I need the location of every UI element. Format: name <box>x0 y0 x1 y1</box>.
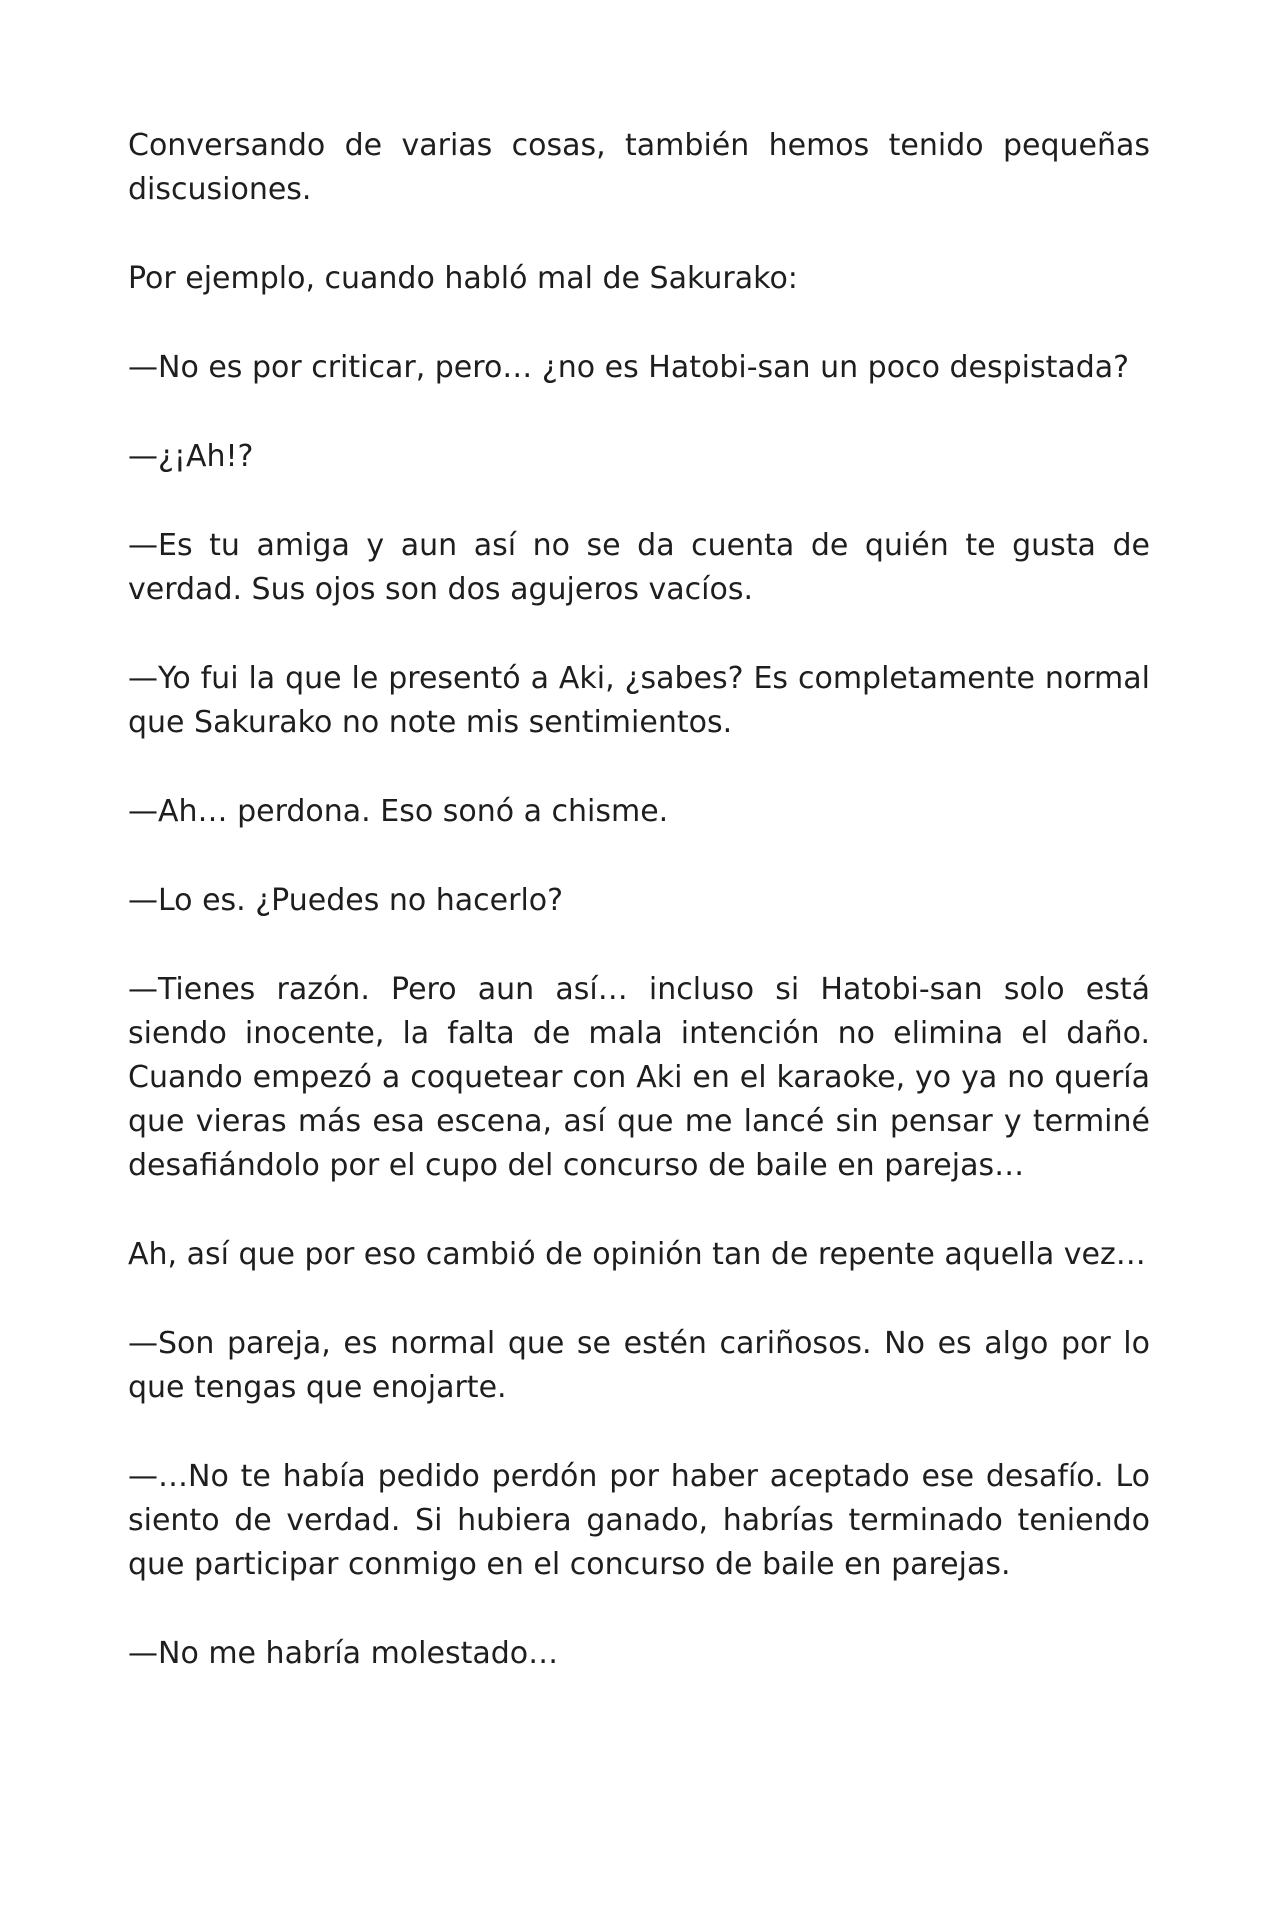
paragraph-6: —Yo fui la que le presentó a Aki, ¿sabes? Es completamente normal que Sakurako no note mis sentimientos. <box>128 661 1150 740</box>
paragraph-4: —¿¡Ah!? <box>128 439 254 474</box>
paragraph-12: —…No te había pedido perdón por haber aceptado ese desafío. Lo siento de verdad. Si hubiera ganado, habrías terminado teniendo que participar conmigo en el concurso de baile en parejas. <box>128 1459 1150 1582</box>
paragraph-7: —Ah… perdona. Eso sonó a chisme. <box>128 794 669 829</box>
paragraph-10: Ah, así que por eso cambió de opinión tan de repente aquella vez… <box>128 1237 1146 1272</box>
paragraph-8: —Lo es. ¿Puedes no hacerlo? <box>128 883 564 918</box>
paragraph-9: —Tienes razón. Pero aun así… incluso si Hatobi-san solo está siendo inocente, la falta de mala intención no elimina el daño. Cuando empezó a coquetear con Aki en el karaoke, yo ya no quería que vieras más esa escena, así que me lancé sin pensar y terminé desafiándolo por el cupo del concurso de baile en parejas… <box>128 972 1150 1183</box>
paragraph-1: Conversando de varias cosas, también hemos tenido pequeñas discusiones. <box>128 128 1150 207</box>
paragraph-3: —No es por criticar, pero… ¿no es Hatobi-san un poco despistada? <box>128 350 1130 385</box>
paragraph-2: Por ejemplo, cuando habló mal de Sakurako: <box>128 261 798 296</box>
paragraph-13: —No me habría molestado… <box>128 1636 559 1671</box>
paragraph-5: —Es tu amiga y aun así no se da cuenta de quién te gusta de verdad. Sus ojos son dos agujeros vacíos. <box>128 528 1150 607</box>
paragraph-11: —Son pareja, es normal que se estén cariñosos. No es algo por lo que tengas que enojarte. <box>128 1326 1150 1405</box>
